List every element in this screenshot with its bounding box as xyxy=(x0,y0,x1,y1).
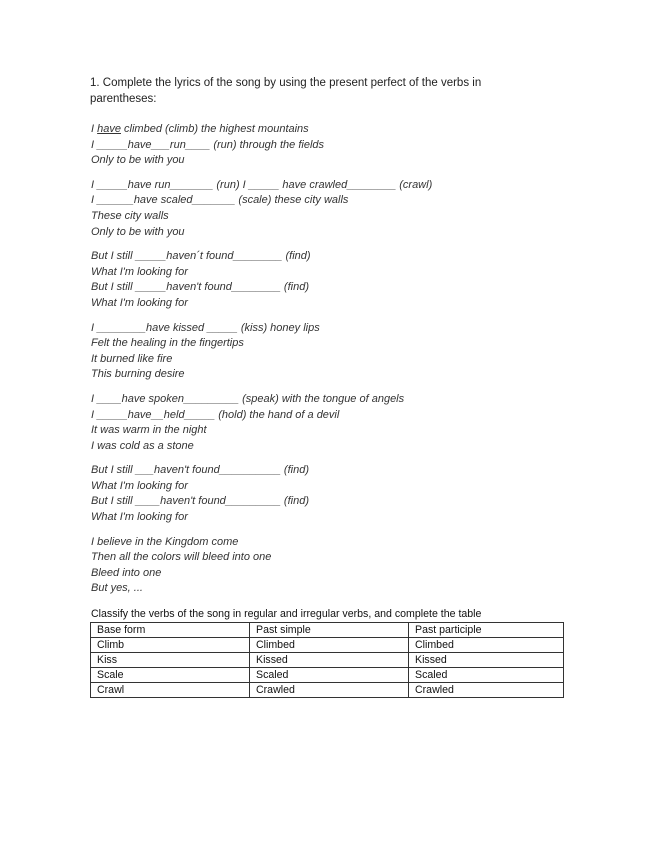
lyric-text: I xyxy=(91,123,98,135)
lyric-line: I _____have___run____ (run) through the fields xyxy=(91,138,325,151)
table-cell[interactable]: Scale xyxy=(91,668,250,683)
stanza-6 xyxy=(91,463,551,525)
lyric-text: climbed (climb) the highest mountains xyxy=(120,123,309,135)
instruction-text: Complete the lyrics of the song by using the present perfect of the verbs in parentheses: xyxy=(90,77,482,105)
table-row xyxy=(91,653,564,668)
table-header-cell: Past participle xyxy=(409,623,564,638)
stanza-5 xyxy=(91,392,551,454)
table-cell[interactable]: Kiss xyxy=(91,653,250,668)
lyric-line: Then all the colors will bleed into one xyxy=(91,551,272,564)
table-row xyxy=(91,683,564,698)
lyric-line: What I'm looking for xyxy=(91,265,188,278)
table-cell[interactable]: Scaled xyxy=(250,668,409,683)
table-cell[interactable]: Crawled xyxy=(409,683,564,698)
table-cell[interactable]: Climb xyxy=(91,638,250,653)
lyric-line: Bleed into one xyxy=(91,566,162,579)
underlined-answer: have xyxy=(97,123,121,135)
table-cell[interactable]: Crawled xyxy=(250,683,409,698)
table-cell[interactable]: Crawl xyxy=(91,683,250,698)
lyric-line: But I still _____haven´t found________ (find) xyxy=(91,250,311,263)
lyric-line xyxy=(91,122,551,138)
lyric-line: But yes, ... xyxy=(91,582,143,595)
lyric-line: I ______have scaled_______ (scale) these city walls xyxy=(91,194,349,207)
lyric-line: But I still ____haven't found_________ (find) xyxy=(91,495,309,508)
table-header-cell: Past simple xyxy=(250,623,409,638)
table-header-row xyxy=(91,623,564,638)
table-cell[interactable]: Kissed xyxy=(250,653,409,668)
table-cell[interactable]: Kissed xyxy=(409,653,564,668)
lyric-line: But I still _____haven't found________ (find) xyxy=(91,281,309,294)
lyric-line: I ____have spoken_________ (speak) with the tongue of angels xyxy=(91,392,405,405)
stanza-1 xyxy=(91,122,551,169)
stanza-4 xyxy=(91,321,551,383)
lyric-line: Felt the healing in the fingertips xyxy=(91,337,244,350)
table-header-cell: Base form xyxy=(91,623,250,638)
table-cell[interactable]: Climbed xyxy=(250,638,409,653)
table-cell[interactable]: Scaled xyxy=(409,668,564,683)
lyric-line: I believe in the Kingdom come xyxy=(91,535,239,548)
stanza-3 xyxy=(91,249,551,311)
lyric-line: It was warm in the night xyxy=(91,424,207,437)
song-lyrics xyxy=(91,122,551,606)
lyric-line: It burned like fire xyxy=(91,352,173,365)
lyric-line: I ________have kissed _____ (kiss) honey lips xyxy=(91,321,320,334)
lyric-line: This burning desire xyxy=(91,368,185,381)
lyric-line: But I still ___haven't found__________ (find) xyxy=(91,464,309,477)
lyric-line: What I'm looking for xyxy=(91,296,188,309)
lyric-line: Only to be with you xyxy=(91,225,185,238)
lyric-line: These city walls xyxy=(91,209,169,222)
exercise-number: 1. xyxy=(90,77,100,89)
exercise-instruction xyxy=(90,76,550,107)
stanza-2 xyxy=(91,178,551,240)
lyric-line: What I'm looking for xyxy=(91,479,188,492)
table-row xyxy=(91,668,564,683)
lyric-line: I _____have run_______ (run) I _____ have crawled________ (crawl) xyxy=(91,178,433,191)
stanza-7 xyxy=(91,535,551,597)
lyric-line: I _____have__held_____ (hold) the hand of a devil xyxy=(91,408,340,421)
verb-table xyxy=(90,622,564,698)
table-row xyxy=(91,638,564,653)
table-cell[interactable]: Climbed xyxy=(409,638,564,653)
lyric-line: I was cold as a stone xyxy=(91,439,194,452)
lyric-line: Only to be with you xyxy=(91,154,185,167)
table-instruction: Classify the verbs of the song in regular and irregular verbs, and complete the table xyxy=(91,608,482,620)
lyric-line: What I'm looking for xyxy=(91,511,188,524)
